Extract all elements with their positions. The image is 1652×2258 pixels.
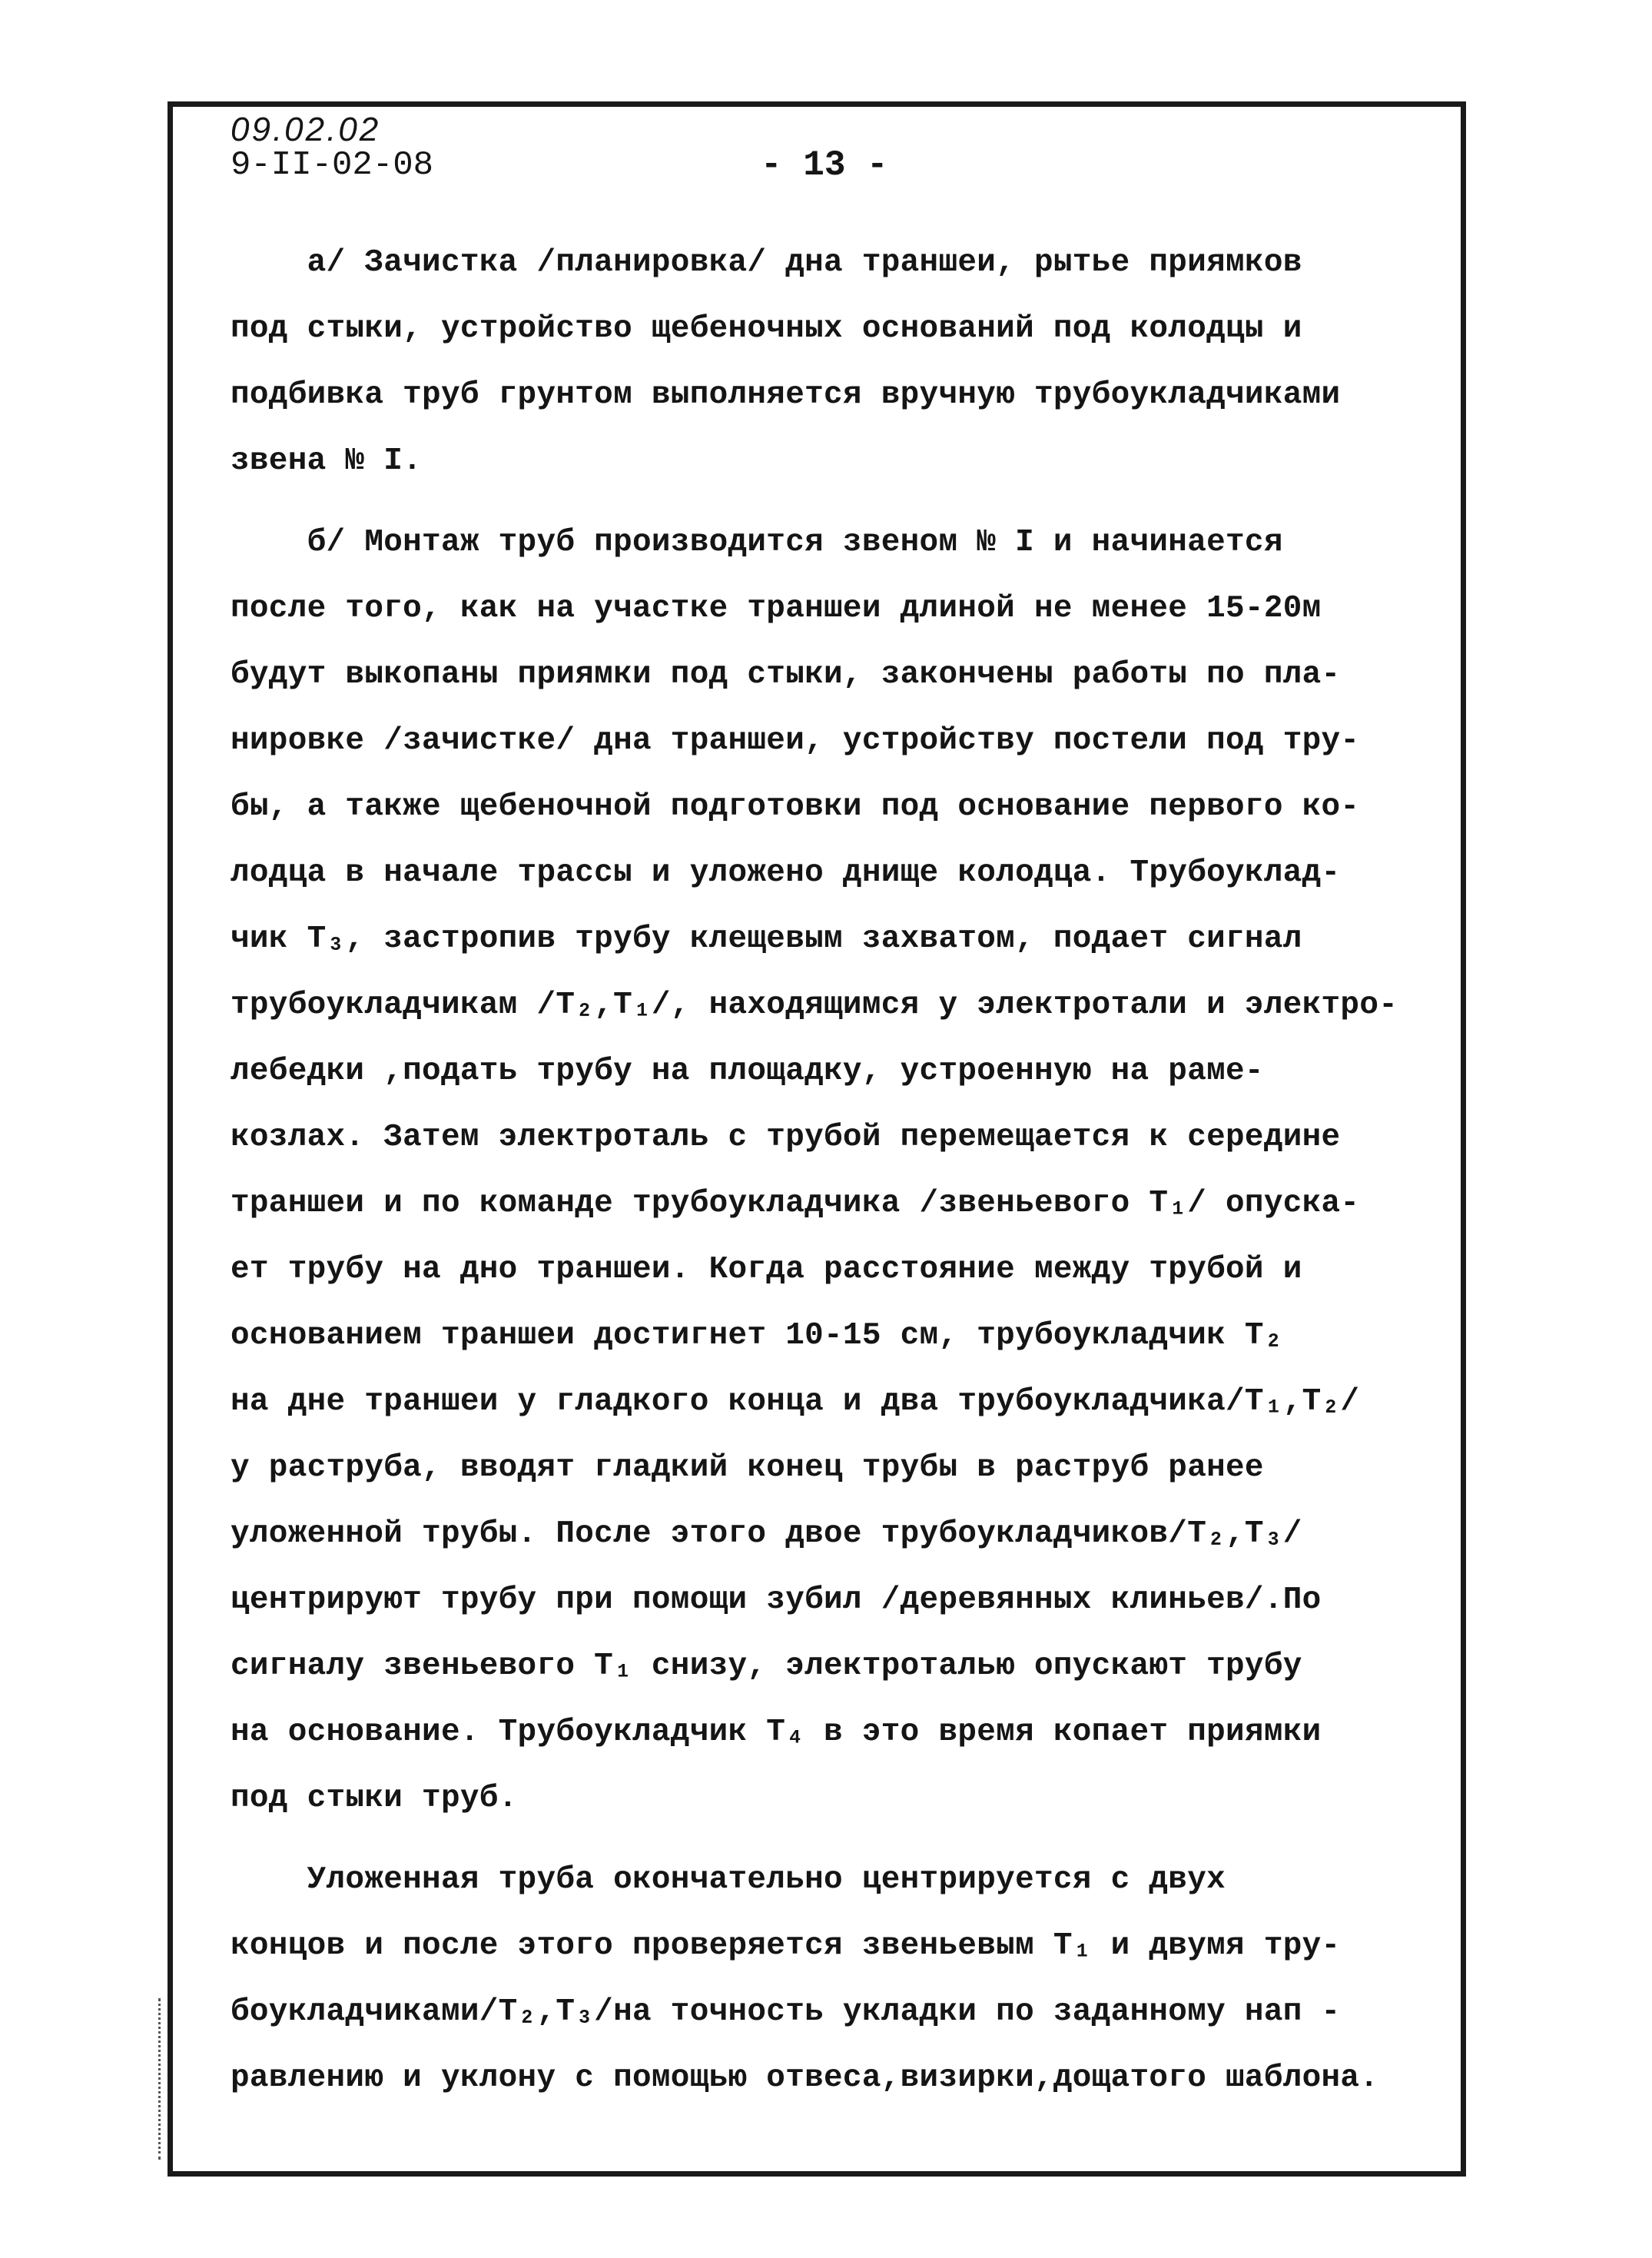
document-id: 9-II-02-08 xyxy=(231,146,434,184)
document-code: 09.02.02 xyxy=(231,111,381,148)
paragraph-b-line-12: ет трубу на дно траншеи. Когда расстояние между трубой и xyxy=(231,1252,1302,1287)
paragraph-a-line-3: подбивка труб грунтом выполняется вручную трубоукладчиками xyxy=(231,377,1341,413)
paragraph-b-line-10: козлах. Затем электроталь с трубой перемещается к середине xyxy=(231,1120,1341,1155)
paragraph-b-line-17: центрируют трубу при помощи зубил /деревянных клиньев/.По xyxy=(231,1582,1322,1618)
paragraph-b-line-4: нировке /зачистке/ дна траншеи, устройству постели под тру- xyxy=(231,723,1360,759)
paragraph-b-line-11: траншеи и по команде трубоукладчика /звеньевого Т₁/ опуска- xyxy=(231,1186,1360,1221)
paragraph-b-line-8: трубоукладчикам /Т₂,Т₁/, находящимся у электротали и электро- xyxy=(231,988,1398,1023)
paragraph-b-line-19: на основание. Трубоукладчик Т₄ в это время копает приямки xyxy=(231,1715,1322,1750)
page-number: - 13 - xyxy=(761,145,888,185)
paragraph-b-line-15: у раструба, вводят гладкий конец трубы в раструб ранее xyxy=(231,1450,1264,1486)
paragraph-c-line-2: концов и после этого проверяется звеньевым Т₁ и двумя тру- xyxy=(231,1928,1341,1964)
paragraph-b-line-20: под стыки труб. xyxy=(231,1781,518,1816)
paragraph-a-line-4: звена № I. xyxy=(231,443,423,479)
paragraph-a-line-2: под стыки, устройство щебеночных оснований под колодцы и xyxy=(231,311,1302,347)
paragraph-b-line-9: лебедки ,подать трубу на площадку, устроенную на раме- xyxy=(231,1054,1264,1089)
paragraph-a-line-1: а/ Зачистка /планировка/ дна траншеи, рытье приямков xyxy=(231,245,1302,281)
paragraph-b-line-1: б/ Монтаж труб производится звеном № I и начинается xyxy=(231,525,1283,560)
paragraph-b-line-7: чик Т₃, застропив трубу клещевым захватом, подает сигнал xyxy=(231,921,1302,957)
paragraph-b-line-18: сигналу звеньевого Т₁ снизу, электроталью опускают трубу xyxy=(231,1649,1302,1684)
paragraph-c-line-1: Уложенная труба окончательно центрируется с двух xyxy=(231,1862,1226,1898)
paragraph-b-line-5: бы, а также щебеночной подготовки под основание первого ко- xyxy=(231,789,1360,825)
paragraph-b-line-2: после того, как на участке траншеи длиной не менее 15-20м xyxy=(231,591,1322,626)
paragraph-c-line-4: равлению и уклону с помощью отвеса,визирки,дощатого шаблона. xyxy=(231,2060,1379,2096)
scan-edge-mark xyxy=(158,1998,164,2160)
paragraph-b-line-13: основанием траншеи достигнет 10-15 см, трубоукладчик Т₂ xyxy=(231,1318,1283,1353)
paragraph-b-line-3: будут выкопаны приямки под стыки, закончены работы по пла- xyxy=(231,657,1341,692)
paragraph-c-line-3: боукладчиками/Т₂,Т₃/на точность укладки по заданному нап - xyxy=(231,1994,1341,2030)
paragraph-b-line-6: лодца в начале трассы и уложено днище колодца. Трубоуклад- xyxy=(231,855,1341,891)
paragraph-b-line-16: уложенной трубы. После этого двое трубоукладчиков/Т₂,Т₃/ xyxy=(231,1516,1302,1552)
paragraph-b-line-14: на дне траншеи у гладкого конца и два трубоукладчика/Т₁,Т₂/ xyxy=(231,1384,1360,1420)
